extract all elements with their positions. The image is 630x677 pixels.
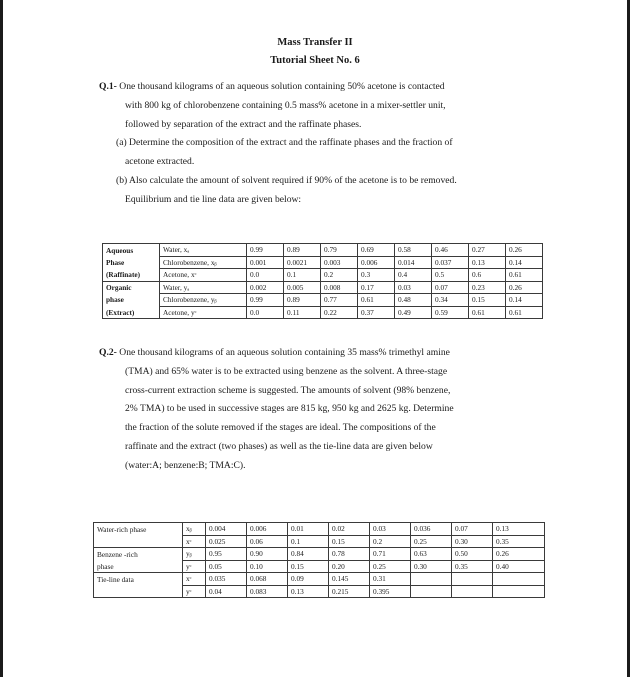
value-cell: 0.35 (493, 535, 545, 548)
value-cell: 0.1 (288, 535, 329, 548)
value-cell: 0.23 (469, 281, 506, 294)
value-cell: 0.35 (452, 560, 493, 573)
value-cell: 0.27 (469, 244, 506, 257)
value-cell: 0.69 (358, 244, 395, 257)
value-cell: 0.068 (247, 573, 288, 586)
tma-benzene-data-table (93, 522, 545, 598)
q2-number: Q.2- (99, 347, 117, 358)
value-cell: 0.26 (506, 244, 543, 257)
value-cell: 0.26 (493, 548, 545, 561)
value-cell: 0.6 (469, 269, 506, 282)
table-row (103, 281, 543, 294)
q1-part-a-line-1: (a) Determine the composition of the extract and the raffinate phases and the fraction of (116, 137, 453, 149)
value-cell: 0.13 (493, 523, 545, 536)
value-cell: 0.79 (321, 244, 358, 257)
table-row (103, 306, 543, 319)
value-cell: 0.63 (411, 548, 452, 561)
value-cell: 0.083 (247, 585, 288, 598)
table-row (94, 523, 545, 536)
value-cell: 0.17 (358, 281, 395, 294)
phase-group-label: phase (94, 560, 183, 573)
value-cell: 0.006 (358, 256, 395, 269)
symbol-cell: yᶜ (183, 585, 206, 598)
value-cell (452, 585, 493, 598)
q2-line-2: (TMA) and 65% water is to be extracted using benzene as the solvent. A three-stage (125, 365, 448, 377)
value-cell: 0.008 (321, 281, 358, 294)
value-cell: 0.04 (206, 585, 247, 598)
q1-number: Q.1- (99, 81, 117, 92)
value-cell: 0.215 (329, 585, 370, 598)
value-cell: 0.10 (247, 560, 288, 573)
value-cell: 0.78 (329, 548, 370, 561)
equilibrium-data-table (102, 243, 543, 319)
value-cell: 0.07 (452, 523, 493, 536)
value-cell: 0.006 (247, 523, 288, 536)
value-cell: 0.61 (506, 269, 543, 282)
phase-label: (Extract) (103, 306, 160, 319)
value-cell: 0.06 (247, 535, 288, 548)
table-row (94, 560, 545, 573)
species-cell: Chlorobenzene, yᵦ (160, 294, 247, 307)
table-row (94, 548, 545, 561)
phase-label: Phase (103, 256, 160, 269)
value-cell: 0.59 (432, 306, 469, 319)
symbol-cell: xᶜ (183, 573, 206, 586)
value-cell: 0.84 (288, 548, 329, 561)
document-title: Mass Transfer II (277, 37, 353, 48)
value-cell: 0.0 (247, 269, 284, 282)
value-cell: 0.31 (370, 573, 411, 586)
value-cell: 0.90 (247, 548, 288, 561)
value-cell: 0.25 (411, 535, 452, 548)
table-row (94, 573, 545, 586)
value-cell: 0.0021 (284, 256, 321, 269)
value-cell (411, 573, 452, 586)
value-cell: 0.58 (395, 244, 432, 257)
value-cell: 0.89 (284, 244, 321, 257)
value-cell: 0.61 (506, 306, 543, 319)
phase-group-label (94, 535, 183, 548)
symbol-cell: yᵦ (183, 548, 206, 561)
q1-part-b-line-2: Equilibrium and tie line data are given below: (125, 193, 302, 205)
value-cell: 0.002 (247, 281, 284, 294)
value-cell: 0.03 (370, 523, 411, 536)
symbol-cell: xᵦ (183, 523, 206, 536)
value-cell: 0.036 (411, 523, 452, 536)
table-row (94, 585, 545, 598)
value-cell: 0.014 (395, 256, 432, 269)
value-cell: 0.30 (411, 560, 452, 573)
value-cell: 0.15 (469, 294, 506, 307)
q2-line-5: the fraction of the solute removed if the stages are ideal. The compositions of the (125, 422, 436, 434)
value-cell: 0.46 (432, 244, 469, 257)
table-row (94, 535, 545, 548)
value-cell: 0.15 (288, 560, 329, 573)
value-cell: 0.13 (469, 256, 506, 269)
value-cell: 0.15 (329, 535, 370, 548)
species-cell: Acetone, xᶜ (160, 269, 247, 282)
table-row (103, 269, 543, 282)
value-cell: 0.07 (432, 281, 469, 294)
q1-part-a-line-2: acetone extracted. (125, 156, 195, 168)
value-cell: 0.13 (288, 585, 329, 598)
value-cell: 0.37 (358, 306, 395, 319)
q1-line-3: followed by separation of the extract and the raffinate phases. (125, 118, 362, 130)
value-cell: 0.34 (432, 294, 469, 307)
value-cell: 0.14 (506, 256, 543, 269)
value-cell: 0.20 (329, 560, 370, 573)
value-cell: 0.003 (321, 256, 358, 269)
species-cell: Water, yₐ (160, 281, 247, 294)
question-1 (99, 78, 533, 210)
value-cell: 0.09 (288, 573, 329, 586)
value-cell: 0.71 (370, 548, 411, 561)
value-cell: 0.145 (329, 573, 370, 586)
value-cell: 0.95 (206, 548, 247, 561)
phase-group-label: Water-rich phase (94, 523, 183, 536)
value-cell: 0.5 (432, 269, 469, 282)
value-cell (452, 573, 493, 586)
phase-label: (Raffinate) (103, 269, 160, 282)
q2-line-1: Q.2- One thousand kilograms of an aqueous solution containing 35 mass% trimethyl amine (99, 347, 450, 358)
value-cell (493, 585, 545, 598)
q1-part-b-line-1: (b) Also calculate the amount of solvent required if 90% of the acetone is to be removed. (116, 174, 457, 186)
value-cell: 0.4 (395, 269, 432, 282)
value-cell: 0.25 (370, 560, 411, 573)
species-cell: Water, xₐ (160, 244, 247, 257)
phase-label: phase (103, 294, 160, 307)
q2-line-4: 2% TMA) to be used in successive stages are 815 kg, 950 kg and 2625 kg. Determine (125, 403, 454, 415)
value-cell: 0.49 (395, 306, 432, 319)
symbol-cell: xᶜ (183, 535, 206, 548)
value-cell: 0.03 (395, 281, 432, 294)
species-cell: Acetone, yᶜ (160, 306, 247, 319)
value-cell: 0.50 (452, 548, 493, 561)
value-cell: 0.02 (329, 523, 370, 536)
question-2 (99, 344, 533, 476)
value-cell: 0.2 (321, 269, 358, 282)
value-cell: 0.035 (206, 573, 247, 586)
species-cell: Chlorobenzene, xᵦ (160, 256, 247, 269)
table-row (103, 244, 543, 257)
value-cell: 0.025 (206, 535, 247, 548)
document-subtitle: Tutorial Sheet No. 6 (270, 55, 360, 66)
value-cell: 0.61 (358, 294, 395, 307)
value-cell: 0.395 (370, 585, 411, 598)
left-edge-bar (0, 0, 3, 677)
value-cell: 0.26 (506, 281, 543, 294)
value-cell: 0.89 (284, 294, 321, 307)
value-cell: 0.2 (370, 535, 411, 548)
table-row (103, 256, 543, 269)
table-row (103, 294, 543, 307)
symbol-cell: yᶜ (183, 560, 206, 573)
q2-line-7: (water:A; benzene:B; TMA:C). (125, 459, 246, 471)
q2-line-3: cross-current extraction scheme is suggested. The amounts of solvent (98% benzene, (125, 384, 451, 396)
value-cell: 0.037 (432, 256, 469, 269)
value-cell: 0.11 (284, 306, 321, 319)
value-cell: 0.99 (247, 244, 284, 257)
value-cell: 0.1 (284, 269, 321, 282)
value-cell: 0.14 (506, 294, 543, 307)
value-cell: 0.61 (469, 306, 506, 319)
q1-line-2: with 800 kg of chlorobenzene containing 0.5 mass% acetone in a mixer-settler unit, (125, 99, 446, 111)
phase-label: Aqueous (103, 244, 160, 257)
q1-line-1: Q.1- One thousand kilograms of an aqueous solution containing 50% acetone is contacted (99, 81, 445, 92)
value-cell: 0.99 (247, 294, 284, 307)
value-cell: 0.004 (206, 523, 247, 536)
phase-label: Organic (103, 281, 160, 294)
value-cell: 0.30 (452, 535, 493, 548)
phase-group-label (94, 585, 183, 598)
value-cell: 0.01 (288, 523, 329, 536)
value-cell: 0.0 (247, 306, 284, 319)
value-cell: 0.001 (247, 256, 284, 269)
value-cell (493, 573, 545, 586)
value-cell: 0.005 (284, 281, 321, 294)
phase-group-label: Benzene -rich (94, 548, 183, 561)
value-cell: 0.05 (206, 560, 247, 573)
phase-group-label: Tie-line data (94, 573, 183, 586)
q2-line-6: raffinate and the extract (two phases) as well as the tie-line data are given below (125, 440, 433, 452)
value-cell (411, 585, 452, 598)
value-cell: 0.77 (321, 294, 358, 307)
value-cell: 0.3 (358, 269, 395, 282)
value-cell: 0.48 (395, 294, 432, 307)
value-cell: 0.40 (493, 560, 545, 573)
value-cell: 0.22 (321, 306, 358, 319)
